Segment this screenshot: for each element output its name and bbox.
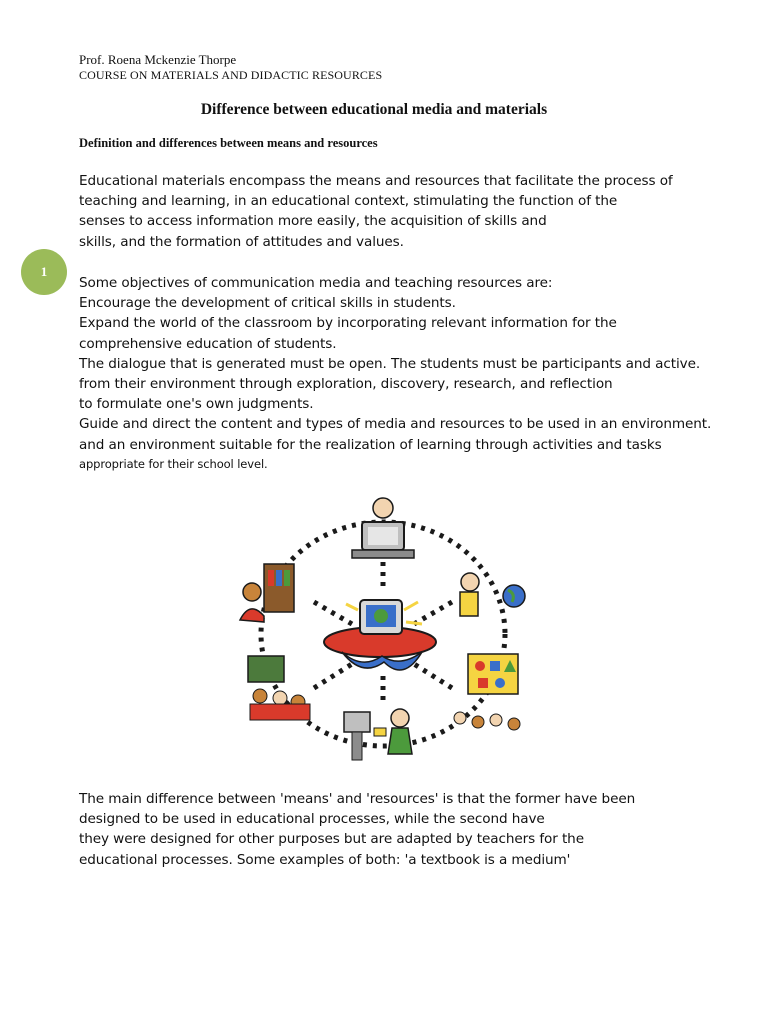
- paragraph-line: Some objectives of communication media and teaching resources are:: [79, 275, 553, 291]
- paragraph-line: and an environment suitable for the realization of learning through activities and tasks: [79, 436, 662, 453]
- paragraph-line: The dialogue that is generated must be open. The students must be participants and active.: [79, 355, 701, 372]
- educational-media-clipart-icon: [234, 492, 532, 772]
- paragraph-line: senses to access information more easily, the acquisition of skills and: [79, 213, 547, 230]
- paragraph-line: they were designed for other purposes but are adapted by teachers for the: [79, 831, 584, 848]
- paragraph-line: Encourage the development of critical skills in students.: [79, 295, 456, 312]
- paragraph-line: educational processes. Some examples of both: 'a textbook is a medium': [79, 851, 571, 868]
- paragraph-objectives: [79, 273, 729, 473]
- paragraph-line: skills, and the formation of attitudes and values.: [79, 233, 404, 250]
- paragraph-line: designed to be used in educational processes, while the second have: [79, 811, 545, 828]
- paragraph-line-small: appropriate for their school level.: [79, 456, 268, 471]
- paragraph-line: Guide and direct the content and types of media and resources to be used in an environment.: [79, 416, 712, 433]
- section-subtitle: Definition and differences between means and resources: [79, 136, 378, 150]
- paragraph-line: to formulate one's own judgments.: [79, 396, 314, 413]
- paragraph-line: Expand the world of the classroom by incorporating relevant information for the: [79, 315, 617, 332]
- paragraph-difference: [79, 789, 729, 870]
- paragraph-line: comprehensive education of students.: [79, 335, 337, 352]
- page-number-badge: 1: [21, 249, 67, 295]
- document-title: Difference between educational media and materials: [200, 101, 548, 118]
- course-name: COURSE ON MATERIALS AND DIDACTIC RESOURCES: [79, 68, 383, 82]
- paragraph-line: teaching and learning, in an educational context, stimulating the function of the: [79, 193, 618, 210]
- paragraph-line: Educational materials encompass the means and resources that facilitate the process of: [79, 173, 673, 189]
- author-name: Prof. Roena Mckenzie Thorpe: [79, 52, 237, 67]
- paragraph-line: The main difference between 'means' and 'resources' is that the former have been: [79, 791, 636, 807]
- paragraph-line: from their environment through exploration, discovery, research, and reflection: [79, 376, 613, 393]
- paragraph-definition: [79, 171, 729, 252]
